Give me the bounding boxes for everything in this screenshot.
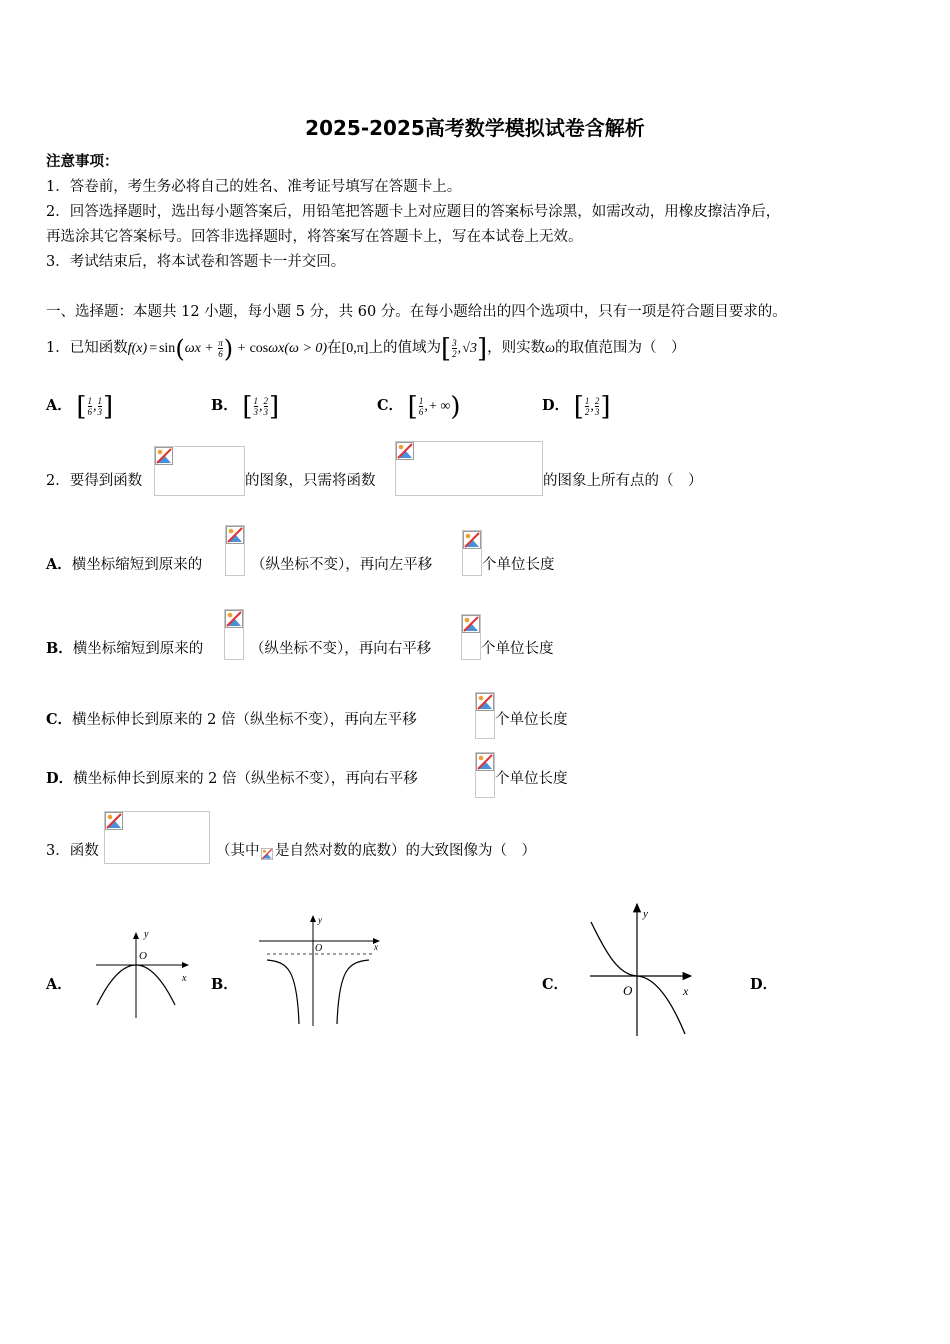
q1-option-c-value: [ $\frac{1}{6}$ , + ∞) <box>407 391 461 422</box>
curve-left <box>267 960 299 1024</box>
q3-option-b[interactable]: B． <box>211 976 238 993</box>
q3-option-a[interactable]: A． <box>46 976 72 993</box>
q1-option-b-value: [ $\frac{1}{3}$ , $\frac{2}{3}$ ] <box>242 391 280 422</box>
q1-text-2: 上的值域为 <box>368 340 441 356</box>
q2-suffix: 的图象上所有点的（ ） <box>543 473 703 489</box>
q2-option-a-image-1 <box>225 525 245 576</box>
q3-graph-b <box>255 912 385 1028</box>
q2-formula-image-1 <box>154 446 245 496</box>
q1-function: f(x) = sin(ωx + $\frac{\pi}{6}$ ) + cosωx(ω > 0) <box>127 334 328 363</box>
q1-omega: ω <box>545 341 556 356</box>
x-axis-label: x <box>374 942 378 952</box>
q2-option-a-image-2 <box>462 530 482 576</box>
y-axis-label: y <box>144 929 149 940</box>
q2-option-b-text-3: 个单位长度 <box>481 641 554 657</box>
notice-item: 1．答卷前，考生务必将自己的姓名、准考证号填写在答题卡上。 <box>46 179 462 195</box>
q2-option-b-image-2 <box>461 614 481 660</box>
notice-item: 3．考试结束后，将本试卷和答题卡一并交回。 <box>46 254 346 270</box>
q3-option-c[interactable]: C． <box>542 976 569 993</box>
x-axis-label: x <box>683 984 689 998</box>
q2-option-a-text-2: （纵坐标不变），再向左平移 <box>251 557 433 573</box>
q1-text-3: ，则实数 <box>487 340 546 356</box>
q1-option-c[interactable]: C． [ $\frac{1}{6}$ , + ∞) <box>377 391 461 422</box>
q1-option-a-value: [ $\frac{1}{6}$ , $\frac{1}{3}$ ] <box>76 391 114 422</box>
broken-image-icon <box>261 848 273 860</box>
origin-label: O <box>315 943 323 954</box>
y-axis-label: y <box>643 908 648 920</box>
q1-interval: [0,π] <box>341 341 369 356</box>
page-title: 2025-2025高考数学模拟试卷含解析 <box>305 116 645 140</box>
notice-heading: 注意事项： <box>46 153 119 170</box>
broken-image-icon <box>396 442 414 460</box>
curve-right <box>337 960 369 1024</box>
q3-graph-c <box>585 900 700 1040</box>
q2-option-a-text-3: 个单位长度 <box>482 557 555 573</box>
q3-graph-a <box>92 925 192 1025</box>
y-axis-label: y <box>318 915 322 925</box>
section-heading: 一、选择题：本题共 12 小题，每小题 5 分，共 60 分。在每小题给出的四个选项中，只有一项是符合题目要求的。 <box>46 304 787 320</box>
broken-image-icon <box>226 526 244 544</box>
q3-formula-image <box>104 811 210 864</box>
question-1 <box>46 333 686 364</box>
q1-range: [ $\frac{3}{2}$ , √3] <box>440 333 488 364</box>
broken-image-icon <box>476 753 494 771</box>
q2-option-b[interactable]: B．横坐标缩短到原来的 <box>46 640 204 657</box>
broken-image-icon <box>155 447 173 465</box>
broken-image-icon <box>225 610 243 628</box>
q2-option-d-image <box>475 752 495 798</box>
q3-e-image <box>261 848 273 862</box>
x-axis-label: x <box>182 973 187 984</box>
q2-formula-image-2 <box>395 441 543 496</box>
q1-text-1: 在 <box>327 340 342 356</box>
q2-option-c-text-3: 个单位长度 <box>495 712 568 728</box>
q3-middle: （其中 <box>216 843 260 859</box>
broken-image-icon <box>463 531 481 549</box>
q2-middle: 的图象，只需将函数 <box>245 473 376 489</box>
q2-option-c[interactable]: C．横坐标伸长到原来的 2 倍（纵坐标不变），再向左平移 <box>46 711 417 728</box>
q2-prefix: 2．要得到函数 <box>46 473 143 489</box>
curve <box>591 922 685 1034</box>
q1-prefix: 1．已知函数 <box>46 340 128 356</box>
q1-text-4: 的取值范围为（ ） <box>555 340 686 356</box>
notice-item: 再选涂其它答案标号。回答非选择题时，将答案写在答题卡上，写在本试卷上无效。 <box>46 229 583 245</box>
q1-option-b[interactable]: B． [ $\frac{1}{3}$ , $\frac{2}{3}$ ] <box>211 391 280 422</box>
origin-label: O <box>623 983 633 998</box>
q2-option-b-image-1 <box>224 609 244 660</box>
q2-option-b-text-2: （纵坐标不变），再向右平移 <box>250 641 432 657</box>
q2-option-d-text-3: 个单位长度 <box>495 771 568 787</box>
q1-option-d[interactable]: D． [ $\frac{1}{2}$ , $\frac{2}{3}$ ] <box>542 391 611 422</box>
q1-option-a[interactable]: A． [ $\frac{1}{6}$ , $\frac{1}{3}$ ] <box>46 391 114 422</box>
origin-label: O <box>139 950 147 962</box>
notice-item: 2．回答选择题时，选出每小题答案后，用铅笔把答题卡上对应题目的答案标号涂黑，如需改动，用橡皮擦洁净后， <box>46 204 781 220</box>
broken-image-icon <box>105 812 123 830</box>
q3-option-d[interactable]: D． <box>750 976 778 993</box>
q3-prefix: 3．函数 <box>46 843 99 859</box>
q1-option-d-value: [ $\frac{1}{2}$ , $\frac{2}{3}$ ] <box>573 391 611 422</box>
broken-image-icon <box>462 615 480 633</box>
q2-option-c-image <box>475 692 495 739</box>
broken-image-icon <box>476 693 494 711</box>
q2-option-d[interactable]: D．横坐标伸长到原来的 2 倍（纵坐标不变），再向右平移 <box>46 770 418 787</box>
q2-option-a[interactable]: A．横坐标缩短到原来的 <box>46 556 203 573</box>
q3-suffix: 是自然对数的底数）的大致图像为（ ） <box>275 843 536 859</box>
